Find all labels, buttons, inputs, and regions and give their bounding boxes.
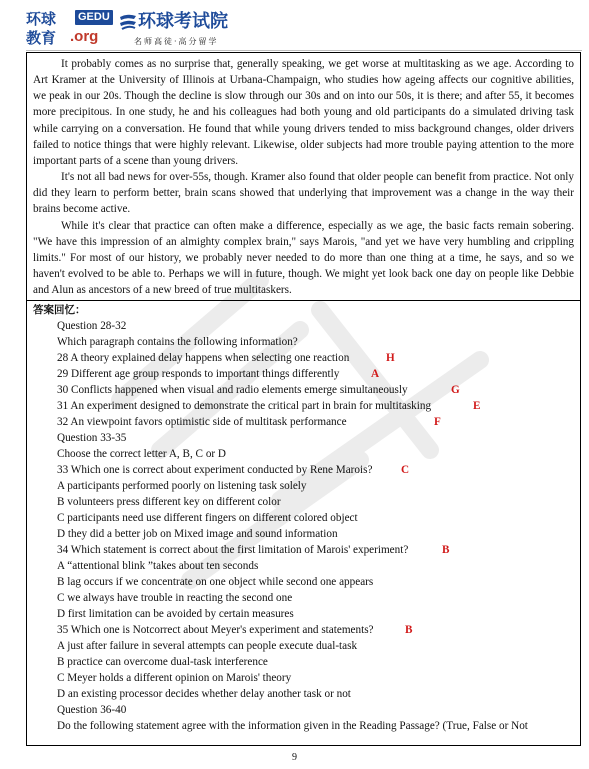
line-text: B practice can overcome dual-task interference [57, 656, 268, 668]
section-divider [27, 300, 580, 301]
answer-key: H [386, 352, 395, 364]
line-text: B lag occurs if we concentrate on one object while second one appears [57, 576, 374, 588]
line-text: 30 Conflicts happened when visual and radio elements emerge simultaneously [57, 384, 408, 396]
passage-paragraph: It's not all bad news for over-55s, though. Kramer also found that older people can benefit from practice. Not only did they learn to perform better, brain scans showed that underlying that improvement was a change in the way their brains become active. [33, 171, 574, 216]
line-text: 34 Which statement is correct about the first limitation of Marois' experiment? [57, 544, 409, 556]
answer-line [33, 382, 577, 398]
line-text: Choose the correct letter A, B, C or D [57, 448, 227, 460]
line-text: 28 A theory explained delay happens when selecting one reaction [57, 352, 350, 364]
header-divider [26, 50, 582, 51]
answer-line [33, 638, 577, 654]
exam-institute-logo [118, 11, 258, 49]
gedu-logo [26, 9, 112, 49]
line-text: 35 Which one is Notcorrect about Meyer's experiment and statements? [57, 624, 374, 636]
passage-paragraph: It probably comes as no surprise that, generally speaking, we get worse at multitasking as we age. According to Art Kramer at the University of Illinois at Urbana-Champaign, who studies how ageing affects our cognitive abilities, we peak in our 20s. Though the decline is slow through our 30s and on into our 50s, it is there; and after 55, it becomes more precipitous. In one study, he and his colleagues had both young and old participants do a simulated driving task while carrying on a conversation. He found that while young drivers tended to miss background changes, older drivers failed to notice things that were highly relevant. Likewise, older subjects had more trouble paying attention to the more important parts of a scene than young drivers. [33, 58, 574, 167]
answer-line [33, 574, 577, 590]
answer-line [33, 430, 577, 446]
answer-line [33, 414, 577, 430]
line-text: Question 33-35 [57, 432, 127, 444]
answer-key: F [434, 416, 441, 428]
line-text: A “attentional blink ”takes about ten seconds [57, 560, 259, 572]
line-text: 33 Which one is correct about experiment conducted by Rene Marois? [57, 464, 373, 476]
answer-key: B [405, 624, 413, 636]
logo-name: 环球考试院 [138, 11, 228, 32]
answer-key: C [401, 464, 410, 476]
answer-line [33, 542, 577, 558]
reading-passage [33, 56, 574, 298]
line-text: Which paragraph contains the following information? [57, 336, 298, 348]
passage-paragraph: While it's clear that practice can often make a difference, especially as we age, the basic facts remain sobering. "We have this impression of an almighty complex brain," says Marois, "and yet we have very humbling and crippling limits." For most of our history, we probably never needed to do more than one thing at a time, he says, and so we haven't evolved to be able to. Perhaps we will in future, though. We might yet look back one day on people like Debbie and Alun as ancestors of a new breed of true multitaskers. [33, 219, 574, 297]
answer-key: G [451, 384, 460, 396]
answer-recall-section [33, 302, 577, 734]
line-text: B volunteers press different key on different color [57, 496, 281, 508]
answer-line [33, 446, 577, 462]
line-text: C we always have trouble in reacting the second one [57, 592, 293, 604]
logo-slogan: 名师高徒·高分留学 [134, 37, 219, 46]
line-text: A just after failure in several attempts can people execute dual-task [57, 640, 358, 652]
line-text: A participants performed poorly on listening task solely [57, 480, 307, 492]
logo-badge: GEDU [75, 10, 113, 25]
answer-line [33, 366, 577, 382]
answer-line [33, 590, 577, 606]
line-text: D an existing processor decides whether delay another task or not [57, 688, 351, 700]
answer-line [33, 622, 577, 638]
answer-line [33, 510, 577, 526]
answer-line [33, 558, 577, 574]
answer-line [33, 526, 577, 542]
answer-line [33, 398, 577, 414]
answer-key: B [442, 544, 450, 556]
answer-line [33, 654, 577, 670]
answer-line [33, 606, 577, 622]
line-text: Question 28-32 [57, 320, 127, 332]
line-text: Do the following statement agree with the information given in the Reading Passage? (True, False or Not [57, 720, 528, 732]
answer-section-title: 答案回忆： [33, 304, 86, 316]
answer-line [33, 702, 577, 718]
answer-line [33, 334, 577, 350]
answer-line [33, 670, 577, 686]
page-header [26, 9, 566, 49]
answer-line [33, 478, 577, 494]
answer-line [33, 686, 577, 702]
line-text: 31 An experiment designed to demonstrate the critical part in brain for multitasking [57, 400, 432, 412]
content-box [26, 52, 581, 746]
line-text: D first limitation can be avoided by certain measures [57, 608, 294, 620]
page-number: 9 [292, 752, 297, 763]
line-text: 29 Different age group responds to important things differently [57, 368, 340, 380]
line-text: 32 An viewpoint favors optimistic side of multitask performance [57, 416, 347, 428]
answer-line [33, 318, 577, 334]
line-text: C participants need use different fingers on different colored object [57, 512, 358, 524]
logo-text-line2: 教育 [26, 29, 57, 47]
answer-line [33, 718, 577, 734]
answer-line [33, 462, 577, 478]
line-text: D they did a better job on Mixed image and sound information [57, 528, 338, 540]
answer-key: A [371, 368, 380, 380]
swoosh-logo-icon [118, 12, 138, 32]
logo-domain: .org [70, 28, 99, 45]
answer-line [33, 494, 577, 510]
answer-line [33, 350, 577, 366]
logo-text-line1: 环球 [26, 10, 57, 28]
line-text: C Meyer holds a different opinion on Marois' theory [57, 672, 292, 684]
answer-key: E [473, 400, 481, 412]
line-text: Question 36-40 [57, 704, 127, 716]
